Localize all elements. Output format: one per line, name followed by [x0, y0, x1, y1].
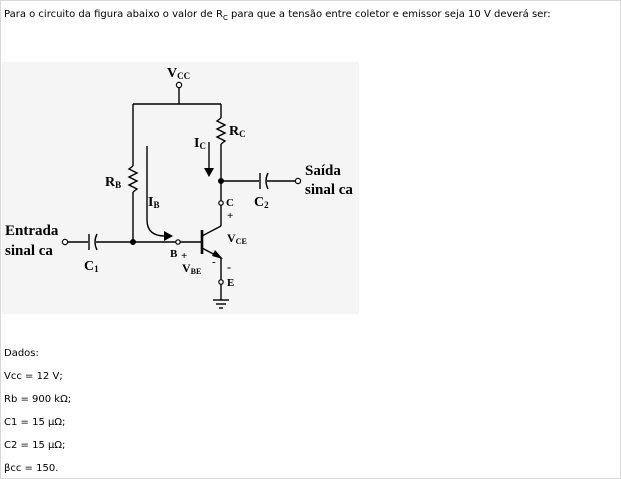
data-line-c1: C1 = 15 µΩ; [4, 417, 66, 428]
question-part-1: Para o circuito da figura abaixo o valor de R [4, 9, 223, 20]
question-subscript: C [222, 14, 228, 22]
label-node-c: C [226, 197, 234, 209]
dados-title: Dados: [4, 348, 39, 359]
label-c2: C2 [254, 195, 269, 210]
label-plus-c: + [227, 210, 234, 222]
resistor-rb [129, 166, 137, 192]
label-node-e: E [227, 277, 235, 289]
label-minus-b: - [212, 256, 216, 268]
circuit-arrows [164, 168, 223, 259]
label-ib: IB [148, 195, 160, 210]
label-entrada-1: Entrada [5, 223, 59, 239]
label-saida-2: sinal ca [305, 182, 353, 198]
label-node-b: B [170, 248, 178, 260]
label-ic: IC [194, 136, 206, 151]
label-vbe: VBE [182, 261, 202, 276]
data-line-c2: C2 = 15 µΩ; [4, 440, 66, 451]
question-part-2: para que a tensão entre coletor e emissor seja 10 V deverá ser: [227, 9, 551, 20]
label-saida-1: Saída [305, 163, 341, 179]
data-line-beta: βcc = 150. [4, 463, 59, 474]
label-vce: VCE [227, 231, 247, 246]
label-plus-b: + [181, 250, 188, 262]
label-vcc: VCC [167, 66, 191, 81]
data-line-vcc: Vcc = 12 V; [4, 371, 63, 382]
resistor-rc [217, 118, 225, 144]
circuit-figure [2, 62, 359, 314]
label-c1: C1 [84, 259, 99, 274]
label-rb: RB [105, 175, 122, 190]
label-minus-e: - [227, 260, 231, 274]
label-rc: RC [229, 124, 246, 139]
label-entrada-2: sinal ca [5, 243, 53, 259]
question-text [4, 8, 616, 25]
data-line-rb: Rb = 900 kΩ; [4, 394, 72, 405]
